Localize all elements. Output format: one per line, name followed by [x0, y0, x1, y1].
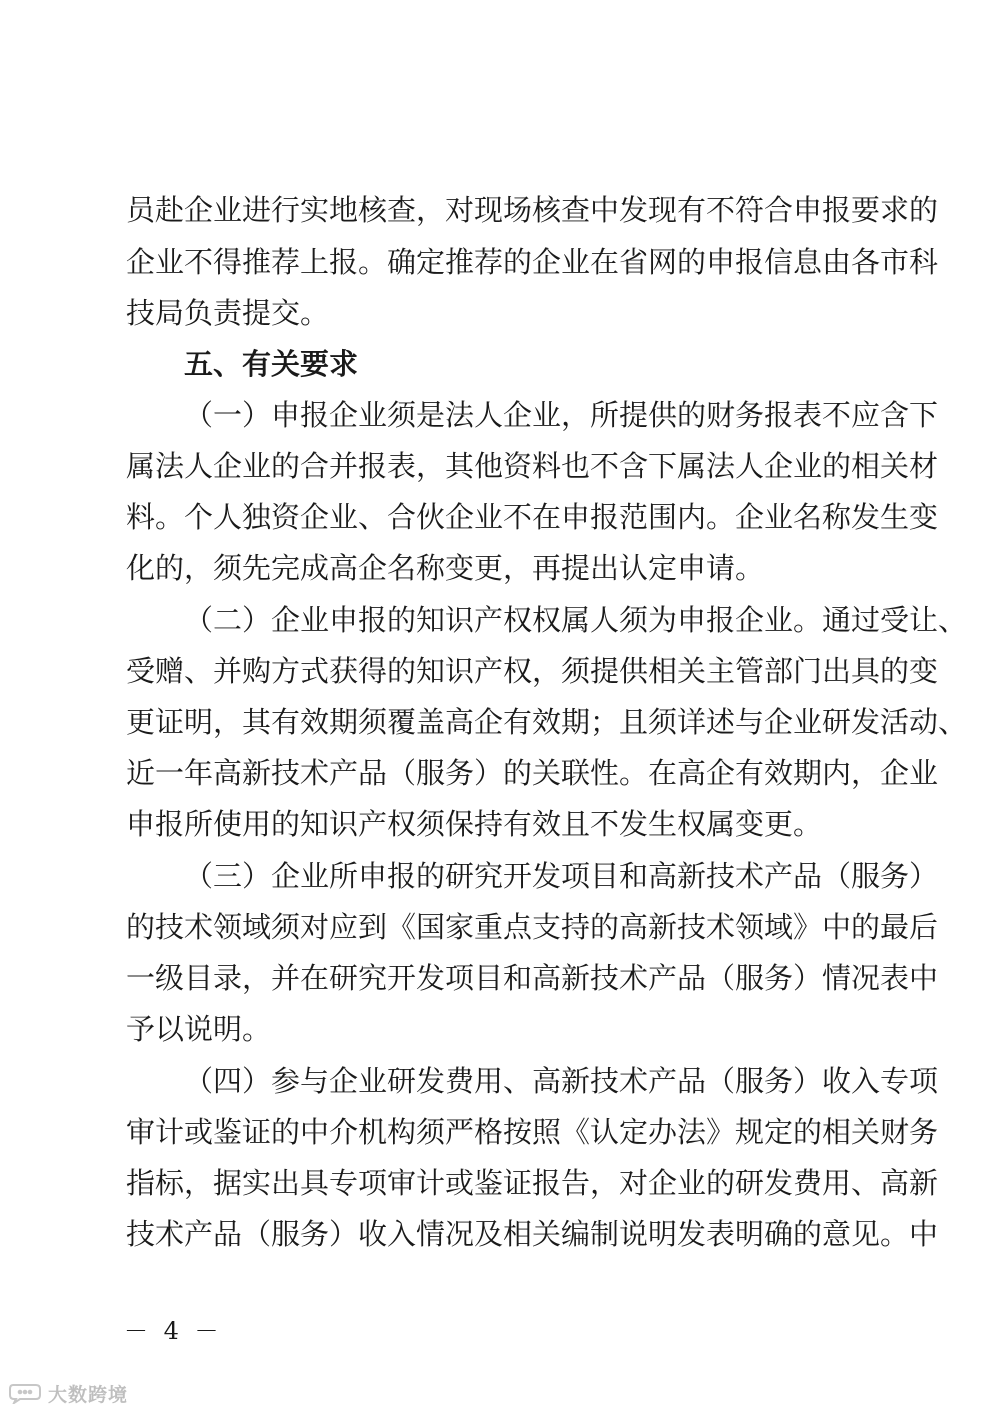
watermark-text: 大数跨境	[48, 1383, 129, 1406]
paragraph-line: 审计或鉴证的中介机构须严格按照《认定办法》规定的相关财务	[126, 1115, 939, 1149]
paragraph-line: 一级目录，并在研究开发项目和高新技术产品（服务）情况表中	[126, 961, 939, 995]
paragraph-line: （二）企业申报的知识产权权属人须为申报企业。通过受让、	[184, 603, 968, 637]
paragraph-line: 更证明，其有效期须覆盖高企有效期；且须详述与企业研发活动、	[126, 705, 968, 739]
paragraph-line: 予以说明。	[126, 1012, 272, 1046]
paragraph-line: 的技术领域须对应到《国家重点支持的高新技术领域》中的最后	[126, 910, 939, 944]
paragraph-line: 化的，须先完成高企名称变更，再提出认定申请。	[126, 551, 765, 585]
text-line: 技局负责提交。	[126, 296, 330, 330]
paragraph-line: （一）申报企业须是法人企业，所提供的财务报表不应含下	[184, 398, 939, 432]
page-number: － 4 －	[124, 1317, 223, 1345]
speech-bubble-logo-icon	[8, 1382, 42, 1404]
paragraph-line: 申报所使用的知识产权须保持有效且不发生权属变更。	[126, 807, 823, 841]
paragraph-line: 技术产品（服务）收入情况及相关编制说明发表明确的意见。中	[126, 1217, 939, 1251]
paragraph-line: 受赠、并购方式获得的知识产权，须提供相关主管部门出具的变	[126, 654, 939, 688]
text-line: 企业不得推荐上报。确定推荐的企业在省网的申报信息由各市科	[126, 245, 939, 279]
watermark	[8, 1378, 128, 1408]
paragraph-line: 近一年高新技术产品（服务）的关联性。在高企有效期内，企业	[126, 756, 939, 790]
paragraph-line: （三）企业所申报的研究开发项目和高新技术产品（服务）	[184, 859, 939, 893]
section-heading: 五、有关要求	[184, 347, 359, 381]
paragraph-line: 属法人企业的合并报表，其他资料也不含下属法人企业的相关材	[126, 449, 939, 483]
paragraph-line: 料。个人独资企业、合伙企业不在申报范围内。企业名称发生变	[126, 500, 939, 534]
paragraph-line: （四）参与企业研发费用、高新技术产品（服务）收入专项	[184, 1064, 939, 1098]
paragraph-line: 指标，据实出具专项审计或鉴证报告，对企业的研发费用、高新	[126, 1166, 939, 1200]
text-line: 员赴企业进行实地核查，对现场核查中发现有不符合申报要求的	[126, 193, 939, 227]
